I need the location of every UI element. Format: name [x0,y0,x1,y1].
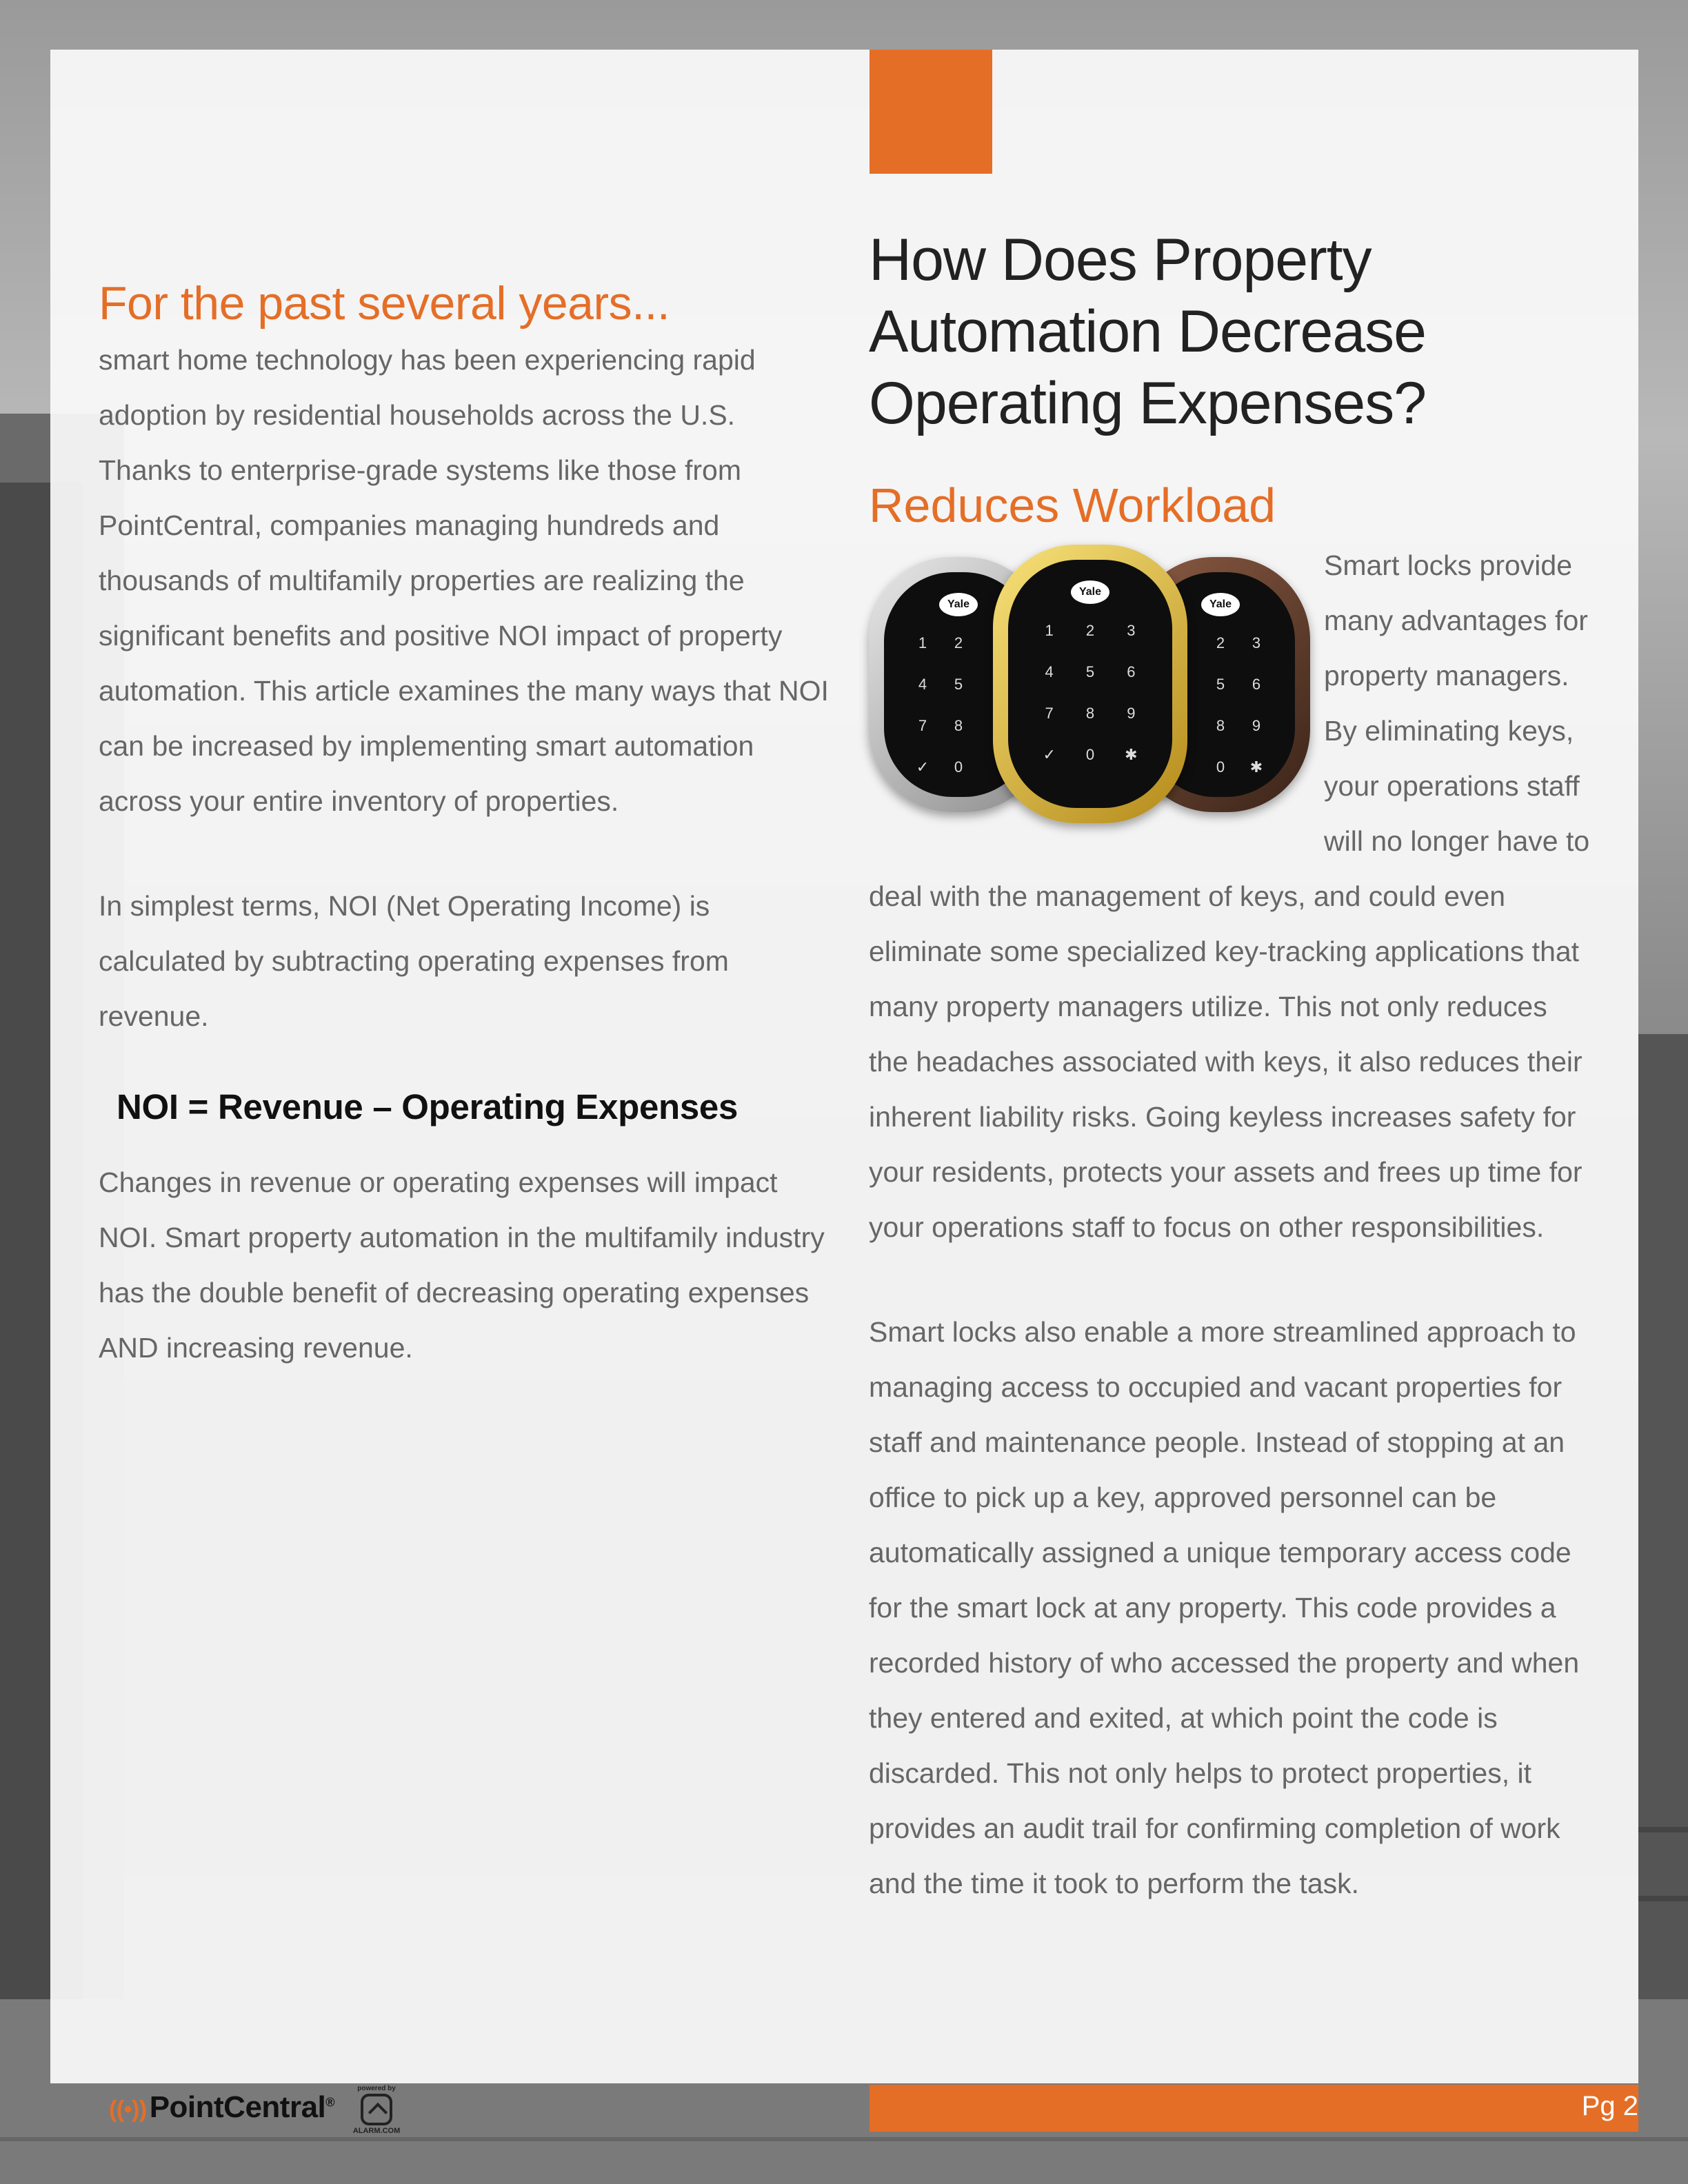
left-paragraph-2: In simplest terms, NOI (Net Operating Income) is calculated by subtracting operating expenses from revenue. [99,889,729,1032]
sub-heading: Reduces Workload [869,478,1276,532]
alarm-com-logo [352,2085,401,2135]
right-paragraph-2: Smart locks also enable a more streamlined approach to managing access to occupied and vacant properties for staff and maintenance people. Instead of stopping at an office to pick up a key, approved personnel can be automatically assigned a unique temporary access code for the smart lock at any property. This code provides a recorded history of who accessed the property and when they entered and exited, at which point the code is discarded. This not only helps to protect properties, it provides an audit trail for confirming completion of work and the time it took to perform the task. [869,1316,1580,1899]
noi-formula: NOI = Revenue – Operating Expenses [117,1086,738,1126]
smart-locks-image [869,545,1310,823]
left-heading: For the past several years... [99,277,670,330]
main-heading: How Does Property Automation Decrease Operating Expenses? [869,227,1427,436]
yale-logo-icon: Yale [939,593,978,616]
signal-icon: ((•)) [109,2096,147,2123]
left-column [99,276,830,1375]
left-paragraph-1: smart home technology has been experiencing rapid adoption by residential households across the U.S. Thanks to enterprise-grade systems like those from PointCentral, companies managing hundreds and thousands of multifamily properties are realizing the significant benefits and positive NOI impact of property automation. This article examines the many ways that NOI can be increased by implementing smart automation across your entire inventory of properties. [99,343,829,817]
lock-brass [993,545,1187,823]
powered-by-label: powered by [357,2085,396,2092]
footer-logos [109,2082,401,2135]
orange-tab-accent [870,50,992,174]
footer-bar [870,2085,1638,2132]
left-paragraph-3: Changes in revenue or operating expenses will impact NOI. Smart property automation in the multifamily industry has the double benefit of decreasing operating expenses AND increasing revenue. [99,1166,825,1364]
yale-logo-icon: Yale [1071,580,1109,604]
page-number: Pg 2 [1581,2091,1638,2121]
right-column [869,224,1593,1911]
right-paragraph-1: Smart locks provide many advantages for property managers. By eliminating keys, your operations staff will no longer have to deal with the management of keys, and could even eliminate some specialized key-tracking applications that many property managers utilize. This not only reduces the headaches associated with keys, it also reduces their inherent liability risks. Going keyless increases safety for your residents, protects your assets and frees up time for your operations staff to focus on other responsibilities. [869,549,1590,1243]
keypad-center: 1 2 3 4 5 6 7 8 9 ✓ 0 ✱ [1043,622,1138,763]
yale-logo-icon: Yale [1201,593,1240,616]
pointcentral-logo: ((•))PointCentral® [109,2090,335,2124]
keypad-left: 1 2 4 5 7 8 ✓ 0 [916,634,963,776]
alarm-com-wordmark: ALARM.COM [352,2127,401,2135]
keypad-right: 2 3 5 6 8 9 0 ✱ [1216,634,1263,776]
alarm-com-icon [361,2094,392,2125]
pointcentral-wordmark: PointCentral [149,2090,326,2124]
